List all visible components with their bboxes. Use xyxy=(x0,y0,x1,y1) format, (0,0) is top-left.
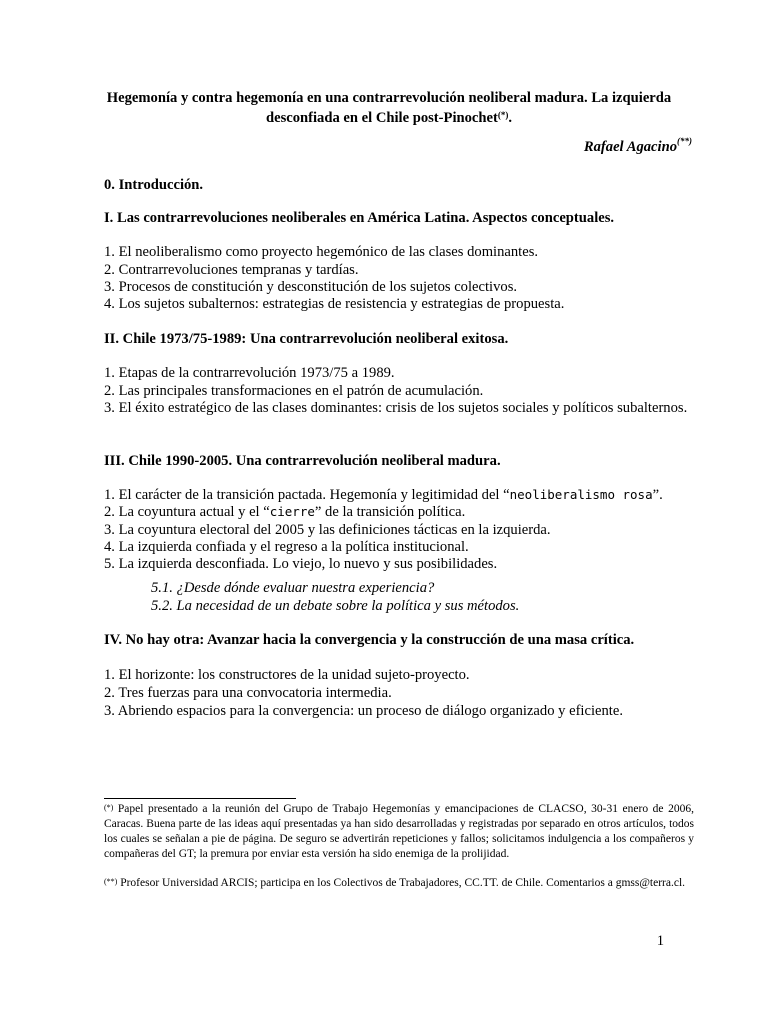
footnote-2-mark: (**) xyxy=(104,877,118,886)
section-3-item-2 xyxy=(104,504,465,521)
footnote-2-text: Profesor Universidad ARCIS; participa en los Colectivos de Trabajadores, CC.TT. de Chile. Comentarios a gmss@terra.cl. xyxy=(117,877,686,889)
term-neoliberalismo-rosa: neoliberalismo rosa xyxy=(509,487,653,502)
section-3-item-2-text: 2. La coyuntura actual y el “ xyxy=(104,504,270,520)
section-3-subitem-5-1: 5.1. ¿Desde dónde evaluar nuestra experiencia? xyxy=(151,580,435,596)
section-3-item-1-end: ”. xyxy=(652,487,663,503)
section-1-item-4: 4. Los sujetos subalternos: estrategias de resistencia y estrategias de propuesta. xyxy=(104,296,565,312)
footnote-separator xyxy=(104,798,296,799)
section-1-heading: I. Las contrarrevoluciones neoliberales en América Latina. Aspectos conceptuales. xyxy=(104,210,615,226)
page-number: 1 xyxy=(656,933,664,949)
section-2-item-1: 1. Etapas de la contrarrevolución 1973/75 a 1989. xyxy=(104,365,395,381)
footnote-2 xyxy=(104,876,694,891)
section-4-item-2: 2. Tres fuerzas para una convocatoria intermedia. xyxy=(104,685,392,701)
footnote-1-mark: (*) xyxy=(104,803,114,812)
section-3-heading: III. Chile 1990-2005. Una contrarrevolución neoliberal madura. xyxy=(104,453,501,469)
section-3-item-1-text: 1. El carácter de la transición pactada. Hegemonía y legitimidad del “ xyxy=(104,487,510,503)
footnote-1-text: Papel presentado a la reunión del Grupo de Trabajo Hegemonías y emancipaciones de CLACSO, 30-31 enero de 2006, Caracas. Buena parte de las ideas aquí presentadas ya han sido desarrolladas y registradas por separado en otros artículos, todos los cuales se señalan a pie de página. De seguro se advertirán repeticiones y fallos; solicitamos indulgencia a los compañeros y compañeras del GT; la premura por enviar esta versión ha sido enemiga de la prolijidad. xyxy=(104,803,694,860)
section-4-item-3: 3. Abriendo espacios para la convergencia: un proceso de diálogo organizado y eficiente. xyxy=(104,703,623,719)
author-footnote-mark[interactable]: (**) xyxy=(677,136,692,146)
section-2-heading: II. Chile 1973/75-1989: Una contrarrevolución neoliberal exitosa. xyxy=(104,331,509,347)
section-3-item-5: 5. La izquierda desconfiada. Lo viejo, lo nuevo y sus posibilidades. xyxy=(104,556,498,572)
title-footnote-mark[interactable]: (*) xyxy=(497,110,509,120)
section-0-heading: 0. Introducción. xyxy=(104,177,204,193)
section-3-item-2-end: ” de la transición política. xyxy=(314,504,466,520)
section-3-subitem-5-2: 5.2. La necesidad de un debate sobre la política y sus métodos. xyxy=(151,598,520,614)
title-line-1: Hegemonía y contra hegemonía en una contrarrevolución neoliberal madura. La izquierda xyxy=(106,90,672,106)
section-4-heading: IV. No hay otra: Avanzar hacia la convergencia y la construcción de una masa crítica. xyxy=(104,632,635,648)
footnote-1 xyxy=(104,802,694,862)
section-2-item-2: 2. Las principales transformaciones en el patrón de acumulación. xyxy=(104,383,484,399)
author-name: Rafael Agacino xyxy=(583,139,677,155)
section-1-item-3: 3. Procesos de constitución y desconstitución de los sujetos colectivos. xyxy=(104,279,518,295)
section-1-item-1: 1. El neoliberalismo como proyecto hegemónico de las clases dominantes. xyxy=(104,244,539,260)
section-3-item-4: 4. La izquierda confiada y el regreso a la política institucional. xyxy=(104,539,469,555)
term-cierre: cierre xyxy=(269,504,315,519)
document-title xyxy=(80,88,698,128)
section-1-item-2: 2. Contrarrevoluciones tempranas y tardías. xyxy=(104,262,359,278)
title-line-2: desconfiada en el Chile post-Pinochet xyxy=(265,110,498,126)
section-4-item-1: 1. El horizonte: los constructores de la unidad sujeto-proyecto. xyxy=(104,667,470,683)
title-end: . xyxy=(508,110,513,126)
section-3-item-1 xyxy=(104,487,663,504)
author-line xyxy=(583,136,692,156)
section-2-item-3: 3. El éxito estratégico de las clases dominantes: crisis de los sujetos sociales y políticos subalternos. xyxy=(104,400,688,416)
section-3-item-3: 3. La coyuntura electoral del 2005 y las definiciones tácticas en la izquierda. xyxy=(104,522,551,538)
